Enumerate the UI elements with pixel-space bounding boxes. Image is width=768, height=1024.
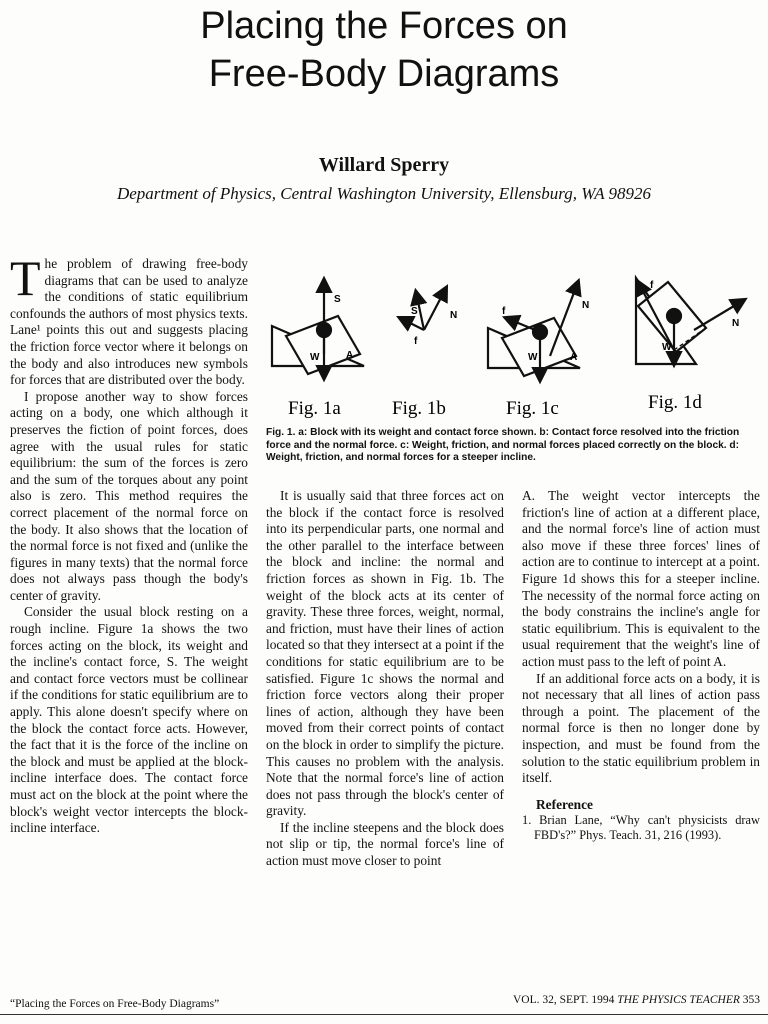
column-1	[10, 250, 248, 837]
footer-volume: VOL. 32, SEPT. 1994	[512, 994, 615, 1006]
figure-1-drawing	[264, 268, 764, 418]
figure-caption: Fig. 1. a: Block with its weight and contact force shown. b: Contact force resolved into the friction force and the normal force. c: Weight, friction, and normal forces placed correctly on the block. d: Weight, friction, and normal forces for a steeper incline.	[266, 427, 740, 464]
title-line-2: Free-Body Diagrams	[208, 53, 560, 95]
author-name: Willard Sperry	[318, 154, 450, 176]
label-n-1d: N	[732, 318, 740, 329]
paragraph-2: I propose another way to show forces acting on a body, one which although it preserves the fiction of point forces, does agree with the usual rules for static equilibrium: the sum of the forces is zero and the sum of the torques about any point also is zero. This method requires the correct placement of the normal force on the body. It also shows that the location of the normal force is not fixed and (unlike the figures in many texts) that the normal force does not always pass though the body's center of gravity.	[10, 388, 248, 603]
column-3	[522, 488, 760, 843]
label-f-1b: f	[414, 336, 418, 347]
page-title	[0, 2, 768, 98]
label-f-1d: f	[650, 280, 654, 291]
reference-heading: Reference	[536, 796, 593, 812]
fig-1a-diagram	[272, 280, 364, 378]
label-a-1c: A	[570, 352, 578, 363]
footer-journal: THE PHYSICS TEACHER	[617, 994, 740, 1006]
fig-1b-diagram	[400, 288, 446, 330]
drop-cap: T	[10, 250, 41, 306]
contact-arrow-1b	[424, 288, 446, 330]
paragraph-1	[10, 250, 248, 389]
paragraph-4: It is usually said that three forces act on the block if the contact force is resolved into its perpendicular parts, one normal and the other parallel to the interface between the block and incline: the normal and friction forces as shown in Fig. 1b. The weight of the block acts at its center of gravity. These three forces, weight, normal, and friction, must have their lines of action located so that they intersect at a point if the conditions for static equilibrium are to be satisfied. Figure 1c shows the normal and friction force vectors along their proper lines of action, although they have been moved from their correct points of contact on the block in order to simplify the picture. This causes no problem with the analysis. Note that the normal force's line of action does not pass through the block's center of gravity.	[266, 488, 504, 819]
label-n-1c: N	[582, 300, 590, 311]
reference-item-1: 1. Brian Lane, “Why can't physicists draw FBD's?” Phys. Teach. 31, 216 (1993).	[522, 813, 760, 843]
fig-label-1a: Fig. 1a	[288, 398, 341, 418]
author-affiliation: Department of Physics, Central Washington University, Ellensburg, WA 98926	[116, 184, 652, 203]
paragraph-3: Consider the usual block resting on a rough incline. Figure 1a shows the two forces acting on the block, its weight and the incline's contact force, S. The weight and contact force vectors must be collinear if the conditions for static equilibrium are to apply. This alone doesn't specify where on the block the contact force acts. However, the fact that it is the force of the incline on the block and must be applied at the block-incline interface does. The contact force must act on the block at the point where the block's weight vector intercepts the block-incline interface.	[10, 604, 248, 836]
friction-arrow-1b	[400, 318, 424, 330]
footer-running-title: “Placing the Forces on Free-Body Diagrams”	[10, 998, 220, 1010]
label-w-1c: W	[528, 352, 538, 363]
paragraph-1-text: he problem of drawing free-body diagrams that can be used to analyze the conditions of static equilibrium confounds the authors of most physics texts. Lane¹ points this out and suggests placing the friction force vector where it belongs on the body and also introduces new symbols for forces that are distributed over the body.	[10, 256, 248, 388]
label-s-1a: S	[334, 294, 341, 305]
paragraph-7: If an additional force acts on a body, it is not necessary that all lines of action pass through a point. The placement of the normal force is then no longer done by inspection, and must be found from the solution to the static equilibrium problem in itself.	[522, 670, 760, 786]
paragraph-5: If the incline steepens and the block does not slip or tip, the normal force's line of action must move closer to point	[266, 819, 504, 869]
paragraph-6: A. The weight vector intercepts the friction's line of action at a different place, and the normal force's line of action must also move if these three forces' lines of action are to continue to intercept at a point. Figure 1d shows this for a steeper incline. The necessity of the normal force acting on the body constrains the incline's angle for static equilibrium. This is equivalent to the usual requirement that the weight's line of action must pass to the left of point A.	[522, 488, 760, 669]
footer-rule	[0, 1014, 768, 1015]
label-w-1d: W	[662, 342, 672, 353]
column-2	[266, 488, 504, 870]
label-a-1a: A	[346, 350, 354, 361]
label-n-1b: N	[450, 310, 458, 321]
fig-1c-diagram	[488, 282, 580, 380]
label-w-1a: W	[310, 352, 320, 363]
fig-label-1c: Fig. 1c	[506, 398, 559, 418]
footer-journal-info	[513, 994, 760, 1006]
figure-1	[264, 268, 764, 418]
fig-label-1d: Fig. 1d	[648, 392, 702, 413]
label-f-1c: f	[502, 306, 506, 317]
footer-page-number: 353	[742, 994, 760, 1006]
title-line-1: Placing the Forces on	[200, 5, 568, 47]
fig-label-1b: Fig. 1b	[392, 398, 446, 418]
label-s-1b: S	[411, 306, 418, 317]
